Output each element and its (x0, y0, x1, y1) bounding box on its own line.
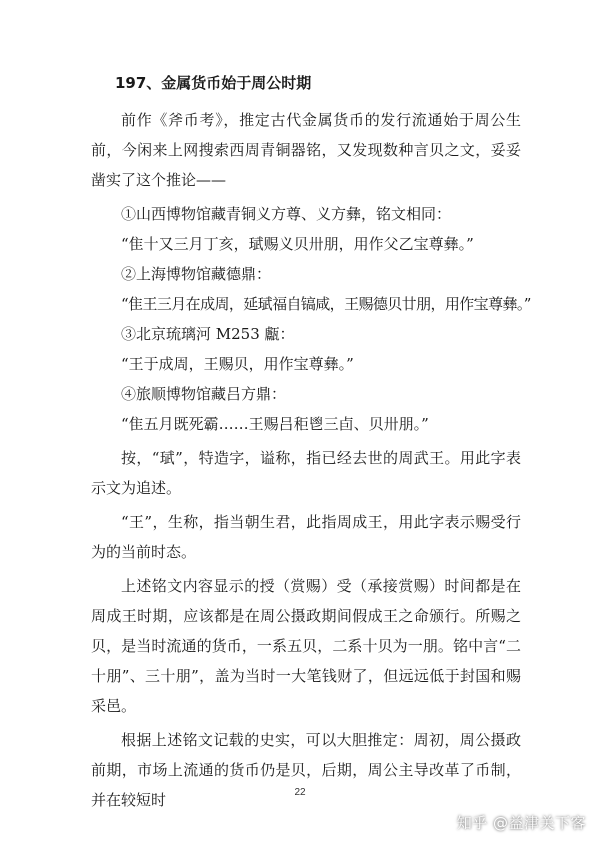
section-heading: 197、金属货币始于周公时期 (115, 74, 312, 92)
item-2-label: ②上海博物馆藏德鼎： (121, 265, 272, 283)
analysis-paragraph: 上述铭文内容显示的授（赏赐）受（承接赏赐）时间都是在周成王时期，应该都是在周公摄政期间假成王之命颁行。所赐之贝，是当时流通的货币，一系五贝，二系十贝为一朋。铭中言“二十朋”、三十朋”，盖为当时一大笔钱财了，但远远低于封国和赐采邑。 (91, 577, 521, 715)
item-3-inscription: “王于成周，王赐贝，用作宝尊彝。” (121, 355, 354, 373)
item-1-label: ①山西博物馆藏青铜义方尊、义方彝，铭文相同： (121, 205, 452, 223)
page-number: 22 (294, 787, 306, 798)
note-paragraph-2: “王”，生称，指当朝生君，此指周成王，用此字表示赐受行为的当前时态。 (91, 513, 521, 561)
note-paragraph-1: 按，“珷”，特造字，谥称，指已经去世的周武王。用此字表示文为追述。 (91, 449, 521, 497)
item-2-inscription: “隹王三月在成周，延珷福自镐咸，王赐德贝廿朋，用作宝尊彝。” (121, 295, 531, 313)
document-body (91, 70, 531, 815)
item-4-label: ④旅顺博物馆藏吕方鼎： (121, 385, 287, 403)
item-3-label: ③北京琉璃河 M253 甗： (121, 325, 295, 343)
conclusion-paragraph: 根据上述铭文记载的史实，可以大胆推定：周初，周公摄政前期，市场上流通的货币仍是贝，后期，周公主导改革了币制，并在较短时 (91, 731, 521, 809)
watermark-text: 知乎 @益津关下客 (456, 814, 586, 832)
item-1-inscription: “隹十又三月丁亥，珷赐义贝卅朋，用作父乙宝尊彝。” (121, 235, 474, 253)
intro-paragraph: 前作《斧币考》，推定古代金属货币的发行流通始于周公生前，今闲来上网搜索西周青铜器铭，又发现数种言贝之文，妥妥凿实了这个推论—— (91, 111, 521, 189)
item-4-inscription: “隹五月既死霸……王赐吕秬鬯三卣、贝卅朋。” (121, 415, 429, 433)
